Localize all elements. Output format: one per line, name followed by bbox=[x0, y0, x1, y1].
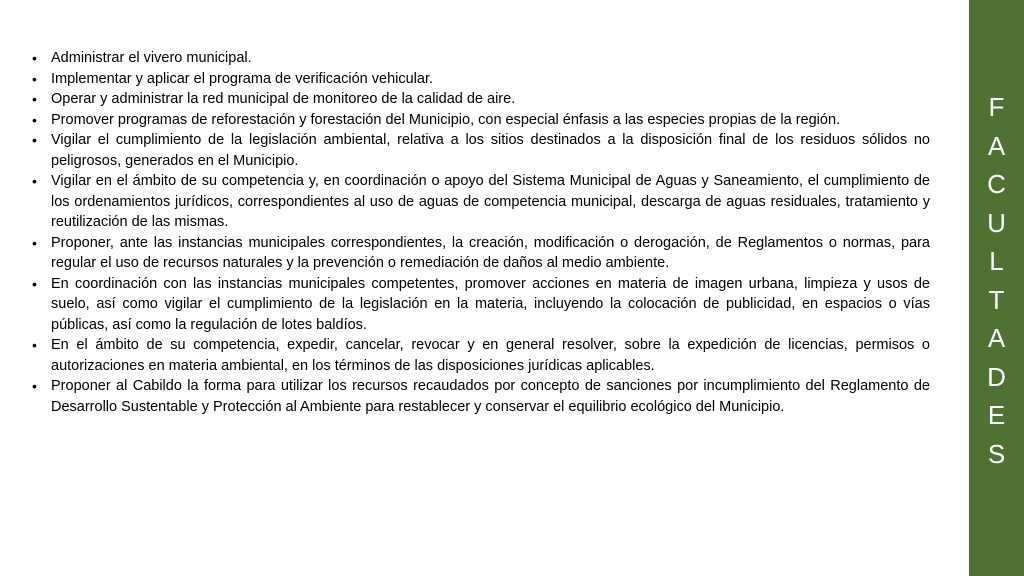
sidebar-letter: S bbox=[987, 438, 1006, 469]
bullet-icon: • bbox=[32, 337, 37, 353]
list-item-text: En coordinación con las instancias municipales competentes, promover acciones en materia de imagen urbana, limpieza y usos de suelo, así como vigilar el cumplimiento de la legislación en la materia, incluyendo la colocación de publicidad, en espacios o vías públicas, así como la regulación de lotes baldíos. bbox=[51, 275, 930, 333]
list-item-text: Implementar y aplicar el programa de verificación vehicular. bbox=[51, 70, 434, 87]
bullet-list bbox=[30, 48, 930, 417]
bullet-icon: • bbox=[32, 173, 37, 189]
sidebar-letter: D bbox=[987, 361, 1006, 392]
bullet-icon: • bbox=[32, 275, 37, 292]
sidebar-letter: L bbox=[989, 246, 1004, 276]
bullet-icon: • bbox=[32, 50, 37, 66]
bullet-icon: • bbox=[32, 70, 37, 87]
bullet-icon: • bbox=[32, 132, 37, 148]
list-item-text: Vigilar en el ámbito de su competencia y, en coordinación o apoyo del Sistema Municipal de Aguas y Saneamiento, el cumplimiento de los ordenamientos jurídicos, correspondientes al uso de aguas de competencia municipal, descarga de aguas residuales, tratamiento y reutilización de las mismas. bbox=[51, 173, 930, 230]
list-item-text: Proponer al Cabildo la forma para utilizar los recursos recaudados por concepto de sanciones por incumplimiento del Reglamento de Desarrollo Sustentable y Protección al Ambiente para restablecer y conservar el equilibrio ecológico del Municipio. bbox=[51, 378, 930, 415]
sidebar-letter: U bbox=[987, 207, 1006, 238]
sidebar-letter: C bbox=[987, 169, 1006, 199]
list-item bbox=[30, 233, 930, 274]
bullet-icon: • bbox=[32, 378, 37, 394]
list-item bbox=[30, 274, 930, 336]
sidebar-letter: T bbox=[988, 284, 1005, 315]
bullet-icon: • bbox=[32, 91, 37, 107]
bullet-icon: • bbox=[32, 111, 37, 128]
sidebar-letter: E bbox=[987, 400, 1006, 430]
sidebar-letter: A bbox=[987, 130, 1006, 161]
facultades-sidebar bbox=[969, 0, 1024, 576]
list-item bbox=[30, 69, 930, 90]
list-item-text: Promover programas de reforestación y forestación del Municipio, con especial énfasis a las especies propias de la región. bbox=[51, 111, 841, 128]
content-area bbox=[30, 48, 930, 417]
list-item-text: Administrar el vivero municipal. bbox=[51, 50, 252, 66]
list-item-text: Operar y administrar la red municipal de monitoreo de la calidad de aire. bbox=[51, 91, 516, 107]
list-item bbox=[30, 130, 930, 171]
list-item bbox=[30, 48, 930, 69]
list-item bbox=[30, 335, 930, 376]
list-item-text: Proponer, ante las instancias municipales correspondientes, la creación, modificación o derogación, de Reglamentos o normas, para regular el uso de recursos naturales y la prevención o remediación de daños al medio ambiente. bbox=[51, 234, 930, 271]
sidebar-letter: F bbox=[988, 92, 1005, 122]
list-item bbox=[30, 110, 930, 131]
list-item bbox=[30, 89, 930, 110]
list-item-text: En el ámbito de su competencia, expedir, cancelar, revocar y en general resolver, sobre la expedición de licencias, permisos o autorizaciones en materia ambiental, en los términos de las disposiciones jurídicas aplicables. bbox=[51, 337, 930, 374]
list-item-text: Vigilar el cumplimiento de la legislación ambiental, relativa a los sitios destinados a la disposición final de los residuos sólidos no peligrosos, generados en el Municipio. bbox=[51, 132, 930, 169]
bullet-icon: • bbox=[32, 234, 37, 251]
sidebar-letter: A bbox=[987, 323, 1006, 353]
list-item bbox=[30, 171, 930, 233]
list-item bbox=[30, 376, 930, 417]
